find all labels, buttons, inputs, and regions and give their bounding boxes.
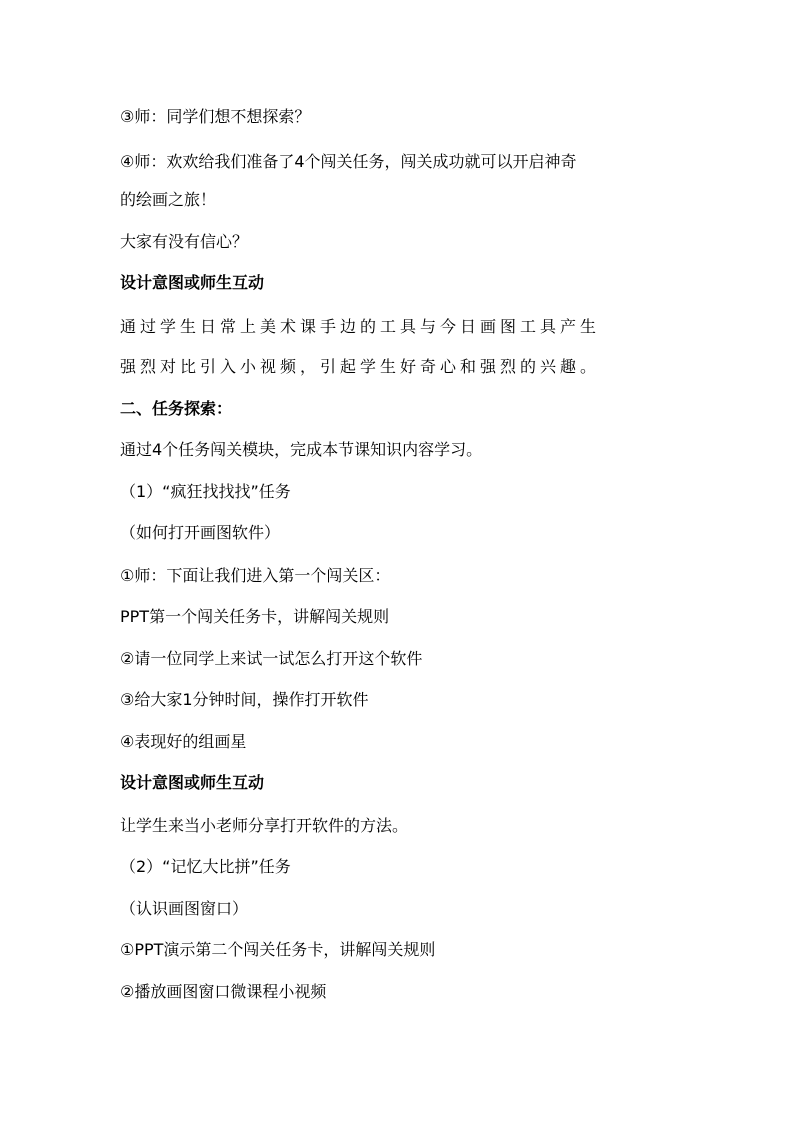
text-line: ①PPT演示第二个闯关任务卡，讲解闯关规则 [120,940,436,959]
text-line: ③给大家1分钟时间，操作打开软件 [120,690,369,709]
text-line: PPT第一个闯关任务卡，讲解闯关规则 [120,607,390,626]
text-line: 通过4个任务闯关模块，完成本节课知识内容学习。 [120,440,483,459]
text-line: 让学生来当小老师分享打开软件的方法。 [120,816,409,835]
text-line: 的绘画之旅！ [120,190,217,209]
text-line: （2）“记忆大比拼”任务 [120,857,291,876]
text-line: （如何打开画图软件） [120,523,281,542]
text-line: 大家有没有信心？ [120,232,249,251]
text-line: ④表现好的组画星 [120,732,247,751]
text-line: （认识画图窗口） [120,899,249,918]
text-line: ③师：同学们想不想探索？ [120,107,311,126]
text-line: （1）“疯狂找找找”任务 [120,482,291,501]
text-line: 通过学生日常上美术课手边的工具与今日画图工具产生 [120,317,601,336]
text-line: ②请一位同学上来试一试怎么打开这个软件 [120,649,423,668]
section-heading: 设计意图或师生互动 [120,773,265,792]
section-heading: 二、任务探索： [120,399,233,418]
section-heading: 设计意图或师生互动 [120,273,265,292]
text-line: ②播放画图窗口微课程小视频 [120,982,327,1001]
text-line: ①师：下面让我们进入第一个闯关区： [120,566,391,585]
text-line: 强烈对比引入小视频，引起学生好奇心和强烈的兴趣。 [120,357,601,376]
text-line: ④师：欢欢给我们准备了4个闯关任务，闯关成功就可以开启神奇 [120,152,577,171]
